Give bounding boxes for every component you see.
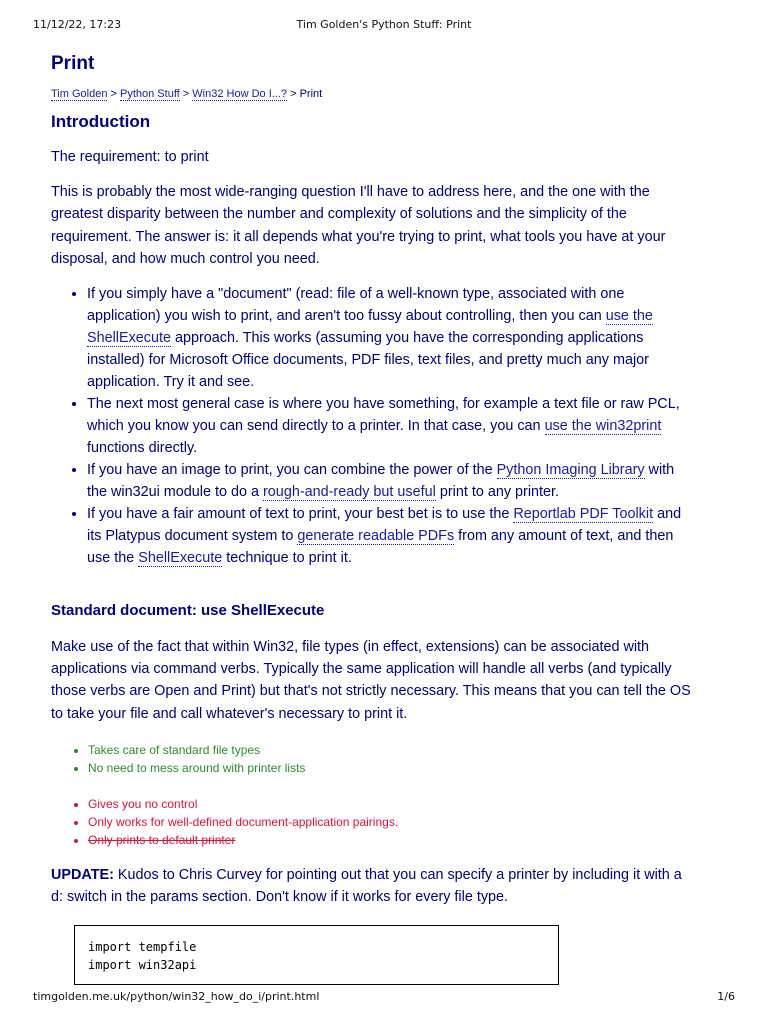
bullet-text: If you have an image to print, you can combine the power of the [87,462,497,479]
bullet-text: and its Platypus document system to [87,506,682,545]
requirement-text: The requirement: to print [51,149,209,165]
bullet-text: technique to print it. [222,550,352,567]
breadcrumb-separator: > [107,88,120,100]
bullet-text: approach. This works (assuming you have the corresponding applications installed) for Microsoft Office documents, PDF files, text files, and pretty much any major application. Try it and see. [87,330,649,391]
print-doc-title: Tim Golden's Python Stuff: Print [296,18,472,31]
breadcrumb [51,86,691,102]
link-rough-and-ready[interactable]: rough-and-ready but useful [263,484,436,501]
link-reportlab-pdf-toolkit[interactable]: Reportlab PDF Toolkit [513,506,654,523]
update-paragraph [51,864,691,908]
section-heading-standard-document: Standard document: use ShellExecute [51,602,325,620]
page-title: Print [51,53,95,74]
print-url: timgolden.me.uk/python/win32_how_do_i/print.html [33,990,320,1003]
bullet-text: print to any printer. [435,484,560,501]
section-heading-introduction: Introduction [51,112,151,131]
print-footer [0,990,768,1006]
bullet-text: If you have a fair amount of text to print, your best bet is to use the [87,506,514,523]
breadcrumb-link-home[interactable]: Tim Golden [51,88,108,100]
link-python-imaging-library[interactable]: Python Imaging Library [496,462,645,479]
print-page-number: 1/6 [717,990,735,1003]
list-item-struck: • Only prints to default printer [88,831,691,849]
print-header [0,18,768,34]
list-item: • Takes care of standard file types [88,741,691,759]
breadcrumb-current: Print [299,88,323,100]
code-line: import win32api [88,958,197,973]
list-item [87,283,691,393]
bullet-text: If you simply have a "document" (read: file of a well-known type, associated with one application) you wish to print, and aren't too fussy about controlling, then you can [87,286,625,325]
list-item [87,503,691,569]
breadcrumb-link-python-stuff[interactable]: Python Stuff [120,88,180,100]
code-block [74,925,559,985]
breadcrumb-separator: > [287,88,300,100]
bullet-text: functions directly. [87,440,198,457]
list-item: • Gives you no control [88,795,691,813]
breadcrumb-link-win32-how-do-i[interactable]: Win32 How Do I...? [192,88,288,100]
link-use-the-win32print[interactable]: use the win32print [544,418,662,435]
intro-paragraph: This is probably the most wide-ranging question I'll have to address here, and the one with the greatest disparity between the number and complexity of solutions and the simplicity of the requirement. The answer is: it all depends what you're trying to print, what tools you have at your disposal, and how much control you need. [51,184,666,267]
bullet-text: from any amount of text, and then use the [87,528,674,567]
pros-list [51,741,691,777]
bullet-text: with the win32ui module to do a [87,462,675,501]
cons-list [51,795,691,849]
list-item: • No need to mess around with printer lists [88,759,691,777]
bullet-text: The next most general case is where you have something, for example a text file or raw PCL, which you know you can send directly to a printer. In that case, you can [87,396,680,435]
print-datetime: 11/12/22, 17:23 [33,18,122,31]
link-generate-readable-pdfs[interactable]: generate readable PDFs [297,528,455,545]
standard-paragraph: Make use of the fact that within Win32, file types (in effect, extensions) can be associated with applications via command verbs. Typically the same application will handle all verbs (and typically those verbs are Open and Print) but that's not strictly necessary. This means that you can tell the OS to take your file and call whatever's necessary to print it. [51,639,691,722]
update-text: Kudos to Chris Curvey for pointing out that you can specify a printer by including it with a d: switch in the params section. Don't know if it works for every file type. [51,866,682,906]
link-shellexecute[interactable]: ShellExecute [138,550,223,567]
list-item [87,459,691,503]
page-content [51,50,691,985]
list-item [87,393,691,459]
update-label: UPDATE: [51,866,114,883]
link-use-the-shellexecute[interactable]: use the ShellExecute [87,308,653,347]
list-item: • Only works for well-defined document-application pairings. [88,813,691,831]
breadcrumb-separator: > [179,88,193,100]
intro-bullet-list [51,283,691,569]
code-line: import tempfile [88,940,197,955]
